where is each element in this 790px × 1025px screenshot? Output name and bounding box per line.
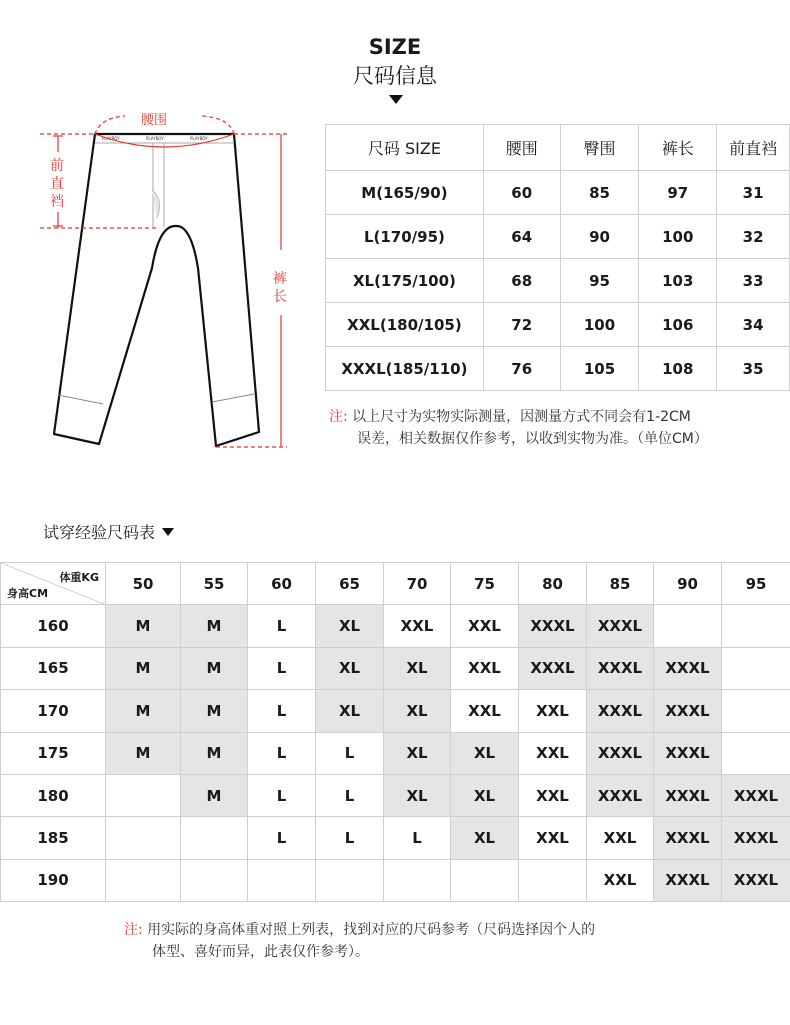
size-cell: XL [384, 732, 451, 774]
table-row [1, 859, 790, 901]
cell-rise: 32 [717, 215, 790, 259]
size-cell: XXXL [654, 859, 722, 901]
col-header-hip: 臀围 [560, 125, 639, 171]
size-cell: M [181, 647, 248, 689]
table-row [326, 215, 790, 259]
triangle-down-icon [389, 95, 403, 104]
fit-chart-note: 注: 用实际的身高体重对照上列表，找到对应的尺码参考（尺码选择因个人的 体型、喜好而异，此表仅作参考）。 [124, 922, 596, 960]
weight-axis-label: 体重KG [59, 571, 99, 584]
size-cell [181, 859, 248, 901]
cell-rise: 35 [717, 347, 790, 391]
size-cell: L [384, 817, 451, 859]
note-label: 注: [124, 922, 143, 938]
size-cell: XXXL [587, 690, 654, 732]
col-header-waist: 腰围 [483, 125, 560, 171]
size-cell: XXXL [587, 732, 654, 774]
size-cell: XXXL [654, 732, 722, 774]
size-cell [181, 817, 248, 859]
size-cell: XL [316, 605, 384, 647]
cell-length: 97 [639, 171, 717, 215]
section-title-cn: 尺码信息 [353, 64, 437, 88]
section-title-en: SIZE [368, 35, 422, 59]
cell-length: 108 [639, 347, 717, 391]
measurement-table [325, 124, 790, 391]
corner-cell [1, 563, 106, 605]
size-cell: XXXL [519, 605, 587, 647]
size-cell: XXL [519, 732, 587, 774]
size-cell: XXXL [722, 774, 790, 816]
svg-text:PLAYBOY: PLAYBOY [102, 136, 120, 141]
size-cell [654, 605, 722, 647]
triangle-down-icon [162, 528, 174, 536]
pants-diagram [40, 100, 310, 460]
weight-header: 90 [654, 563, 722, 605]
svg-text:裆: 裆 [50, 194, 64, 210]
size-cell: XXL [451, 647, 519, 689]
size-cell: L [316, 774, 384, 816]
note-label: 注: [329, 409, 348, 425]
size-cell: M [181, 605, 248, 647]
size-cell: XXXL [722, 817, 790, 859]
cell-size: M(165/90) [326, 171, 484, 215]
table-row [1, 774, 790, 816]
cell-hip: 100 [560, 303, 639, 347]
size-cell: XXL [384, 605, 451, 647]
svg-text:裤: 裤 [273, 271, 287, 287]
weight-header: 65 [316, 563, 384, 605]
size-cell: M [181, 774, 248, 816]
weight-header: 50 [106, 563, 181, 605]
weight-header-row [1, 563, 790, 605]
size-cell: XL [316, 647, 384, 689]
size-cell [519, 859, 587, 901]
cell-hip: 105 [560, 347, 639, 391]
size-cell: M [106, 605, 181, 647]
table-row [1, 605, 790, 647]
size-cell: XXXL [587, 605, 654, 647]
size-cell: XXL [519, 817, 587, 859]
size-cell [722, 647, 790, 689]
weight-header: 60 [248, 563, 316, 605]
cell-rise: 31 [717, 171, 790, 215]
height-label: 185 [1, 817, 106, 859]
cell-waist: 72 [483, 303, 560, 347]
size-cell [316, 859, 384, 901]
size-cell: M [106, 690, 181, 732]
size-cell: XXL [451, 690, 519, 732]
size-cell [722, 732, 790, 774]
size-cell: L [248, 774, 316, 816]
label-waist: 腰围 [141, 113, 168, 128]
size-cell: XXL [519, 774, 587, 816]
size-cell: XL [384, 647, 451, 689]
size-cell: XXXL [654, 690, 722, 732]
cell-hip: 85 [560, 171, 639, 215]
cell-length: 103 [639, 259, 717, 303]
size-cell: L [316, 732, 384, 774]
cell-size: L(170/95) [326, 215, 484, 259]
size-cell: XL [384, 774, 451, 816]
size-cell: L [248, 647, 316, 689]
size-cell: XXL [587, 817, 654, 859]
cell-rise: 34 [717, 303, 790, 347]
svg-text:PLAYBOY: PLAYBOY [146, 136, 164, 141]
height-label: 180 [1, 774, 106, 816]
cell-size: XXXL(185/110) [326, 347, 484, 391]
size-cell: L [248, 732, 316, 774]
table-row [1, 647, 790, 689]
size-cell: XL [451, 817, 519, 859]
size-cell: XXXL [519, 647, 587, 689]
weight-header: 80 [519, 563, 587, 605]
height-label: 170 [1, 690, 106, 732]
fit-chart-title: 试穿经验尺码表 [43, 520, 174, 543]
table-header-row [326, 125, 790, 171]
size-cell [384, 859, 451, 901]
size-cell: L [248, 817, 316, 859]
size-cell [106, 774, 181, 816]
size-cell: XL [451, 732, 519, 774]
cell-waist: 60 [483, 171, 560, 215]
size-cell: XXL [519, 690, 587, 732]
weight-header: 95 [722, 563, 790, 605]
size-cell: XXL [451, 605, 519, 647]
svg-text:直: 直 [50, 176, 64, 192]
height-label: 160 [1, 605, 106, 647]
size-cell: XL [384, 690, 451, 732]
size-cell: L [248, 605, 316, 647]
size-cell: XXXL [587, 647, 654, 689]
height-label: 165 [1, 647, 106, 689]
size-cell: M [106, 732, 181, 774]
table-row [1, 732, 790, 774]
cell-waist: 76 [483, 347, 560, 391]
size-cell: XL [316, 690, 384, 732]
cell-hip: 90 [560, 215, 639, 259]
size-cell: M [181, 732, 248, 774]
col-header-size: 尺码 SIZE [326, 125, 484, 171]
size-cell [248, 859, 316, 901]
size-cell [106, 859, 181, 901]
size-cell: XXXL [587, 774, 654, 816]
cell-size: XXL(180/105) [326, 303, 484, 347]
svg-text:PLAYBOY: PLAYBOY [190, 136, 208, 141]
size-cell: M [106, 647, 181, 689]
height-label: 175 [1, 732, 106, 774]
size-cell [722, 605, 790, 647]
size-cell: XXXL [654, 817, 722, 859]
size-cell: XXXL [654, 647, 722, 689]
weight-header: 85 [587, 563, 654, 605]
cell-hip: 95 [560, 259, 639, 303]
size-cell: XL [451, 774, 519, 816]
table-row [1, 817, 790, 859]
table-row [326, 347, 790, 391]
fit-chart-table [0, 562, 790, 902]
size-cell: XXXL [654, 774, 722, 816]
size-cell [451, 859, 519, 901]
size-cell [106, 817, 181, 859]
table-row [1, 690, 790, 732]
cell-waist: 64 [483, 215, 560, 259]
cell-rise: 33 [717, 259, 790, 303]
svg-text:前: 前 [50, 158, 64, 174]
cell-length: 106 [639, 303, 717, 347]
weight-header: 75 [451, 563, 519, 605]
weight-header: 55 [181, 563, 248, 605]
size-cell: L [248, 690, 316, 732]
table-row [326, 171, 790, 215]
table-row [326, 303, 790, 347]
col-header-length: 裤长 [639, 125, 717, 171]
cell-size: XL(175/100) [326, 259, 484, 303]
measurement-note: 注: 以上尺寸为实物实际测量，因测量方式不同会有1-2CM 误差，相关数据仅作参考，以收到实物为准。（单位CM） [329, 409, 708, 447]
cell-waist: 68 [483, 259, 560, 303]
height-axis-label: 身高CM [7, 587, 49, 601]
cell-length: 100 [639, 215, 717, 259]
size-cell: XXL [587, 859, 654, 901]
svg-text:长: 长 [273, 289, 287, 305]
size-cell: M [181, 690, 248, 732]
size-cell: L [316, 817, 384, 859]
size-cell [722, 690, 790, 732]
size-cell: XXXL [722, 859, 790, 901]
height-label: 190 [1, 859, 106, 901]
table-row [326, 259, 790, 303]
col-header-rise: 前直裆 [717, 125, 790, 171]
weight-header: 70 [384, 563, 451, 605]
